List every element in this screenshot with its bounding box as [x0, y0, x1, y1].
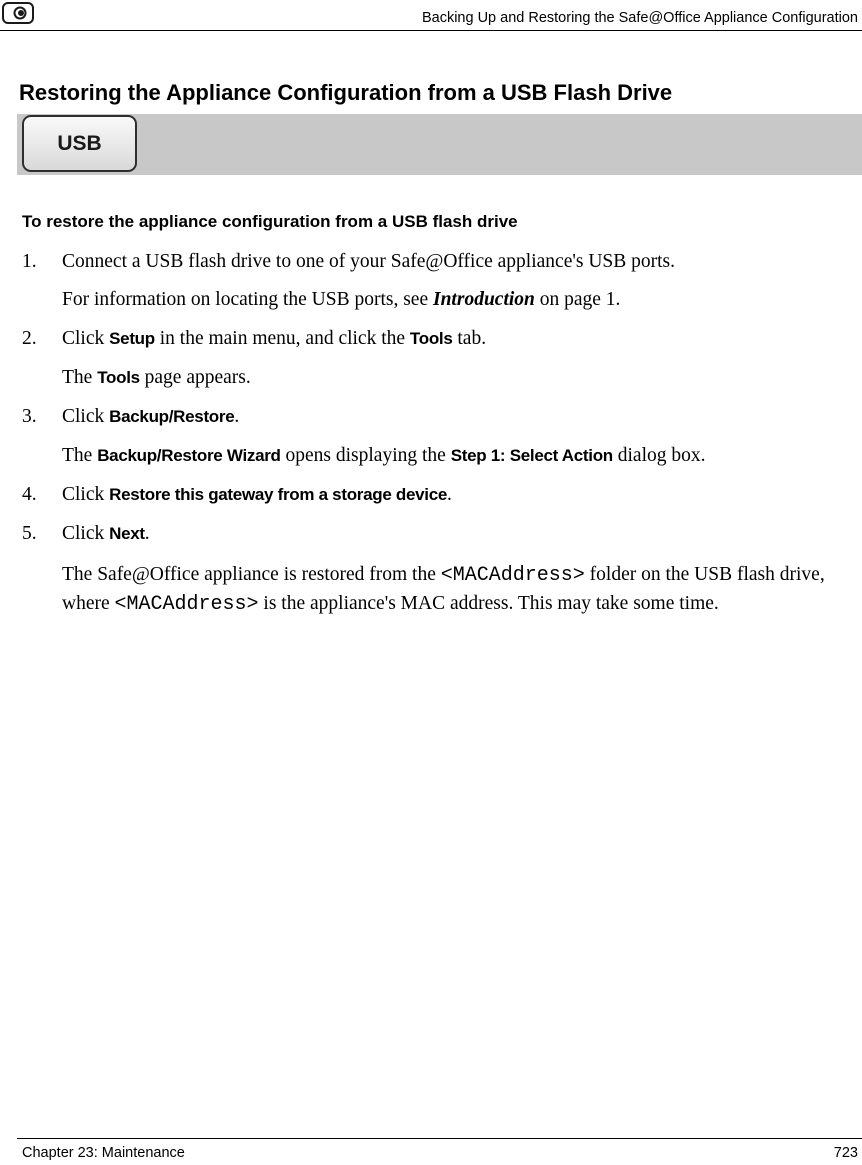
step-number: 4. [22, 484, 37, 505]
step-text-part: . [447, 484, 452, 505]
note-text: page appears. [139, 367, 251, 388]
step-text-part: tab. [452, 328, 487, 349]
ui-term-tools: Tools [409, 329, 453, 348]
ui-term-restore-gateway: Restore this gateway from a storage device [109, 485, 448, 504]
step-number: 3. [22, 406, 37, 427]
step-text [62, 484, 452, 506]
note-text: The Safe@Office appliance is restored from the [62, 564, 441, 585]
note-text: For information on locating the USB ports, see [62, 289, 433, 310]
step-number: 5. [22, 523, 37, 544]
step-note [62, 367, 251, 389]
step-text-part: Click [62, 523, 110, 544]
footer-chapter: Chapter 23: Maintenance [22, 1145, 185, 1161]
step-text-part: . [144, 523, 150, 544]
footer-divider [17, 1138, 862, 1139]
step-text-part: in the main menu, and click the [154, 328, 410, 349]
note-text: The [62, 367, 98, 388]
code-macaddress: <MACAddress> [114, 593, 259, 616]
running-header-title: Backing Up and Restoring the Safe@Office Appliance Configuration [421, 10, 858, 26]
safe-office-logo-icon [2, 2, 34, 24]
step-text-part: Click [62, 328, 110, 349]
step-text-part: . [234, 406, 240, 427]
note-text: folder on the USB flash drive, where [62, 564, 825, 614]
introduction-link[interactable]: Introduction [433, 289, 535, 310]
code-macaddress: <MACAddress> [440, 564, 585, 587]
ui-term-setup: Setup [109, 329, 155, 348]
note-text: opens displaying the [280, 445, 451, 466]
step-note [62, 445, 706, 467]
usb-button-icon: USB [22, 115, 137, 172]
step-text: Connect a USB flash drive to one of your Safe@Office appliance's USB ports. [62, 251, 676, 272]
step-note [62, 289, 620, 311]
note-text: is the appliance's MAC address. This may take some time. [258, 593, 719, 614]
header-divider [0, 30, 862, 31]
step-note [62, 561, 852, 619]
step-text [62, 406, 239, 428]
note-text: The [62, 445, 98, 466]
ui-term-tools: Tools [97, 368, 140, 387]
ui-term-next: Next [109, 524, 145, 543]
note-text: dialog box. [612, 445, 706, 466]
section-heading: Restoring the Appliance Configuration from a USB Flash Drive [19, 80, 673, 105]
step-number: 1. [22, 251, 37, 272]
step-text [62, 523, 150, 545]
ui-term-step-1: Step 1: Select Action [450, 446, 613, 465]
ui-term-backup-restore-wizard: Backup/Restore Wizard [97, 446, 281, 465]
step-text-part: Click [62, 484, 110, 505]
procedure-title: To restore the appliance configuration from a USB flash drive [22, 212, 518, 231]
step-text-part: Click [62, 406, 110, 427]
page-number: 723 [833, 1145, 858, 1161]
usb-banner [17, 114, 862, 175]
step-text [62, 328, 486, 350]
step-number: 2. [22, 328, 37, 349]
ui-term-backup-restore: Backup/Restore [109, 407, 235, 426]
note-text: on page 1. [534, 289, 621, 310]
